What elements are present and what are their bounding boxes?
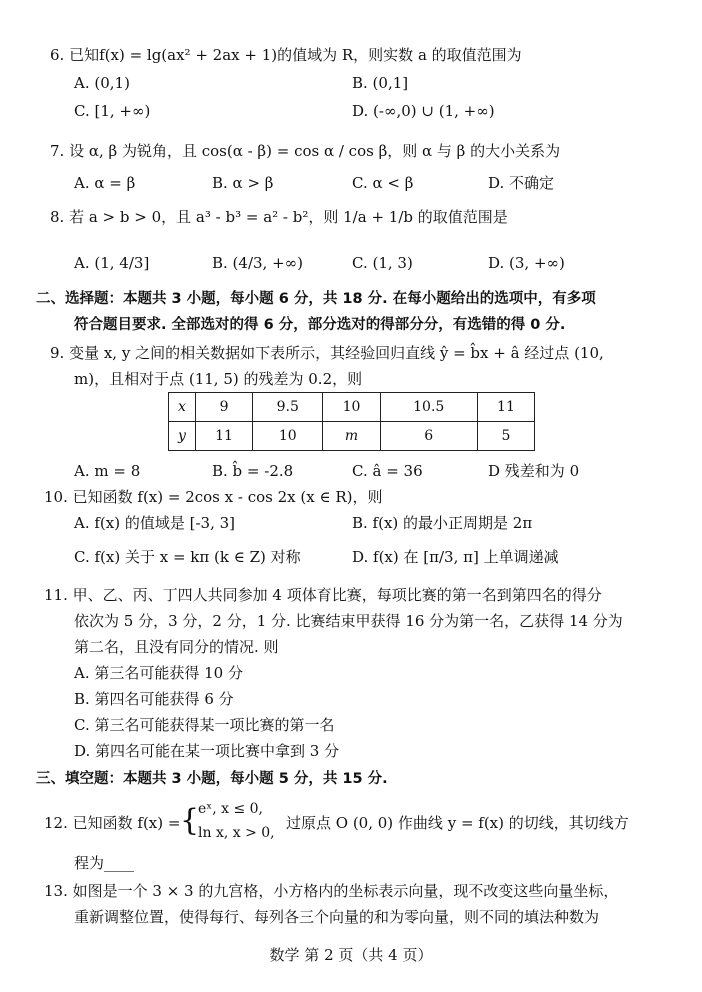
q10-option-d: D. f(x) 在 [π/3, π] 上单调递减 (352, 548, 559, 566)
q9-option-c: C. â = 36 (352, 462, 423, 480)
section2-instructions: 符合题目要求. 全部选对的得 6 分，部分选对的得部分分，有选错的得 0 分. (74, 317, 566, 333)
q8-option-d: D. (3, +∞) (488, 254, 565, 272)
q10-option-c: C. f(x) 关于 x = kπ (k ∈ Z) 对称 (74, 548, 301, 566)
table-cell: 11 (196, 422, 253, 451)
q12-stem-line2: 程为____ (74, 854, 135, 872)
table-cell: 6 (380, 422, 477, 451)
q6-option-b: B. (0,1] (352, 74, 409, 92)
table-cell: 9.5 (253, 393, 323, 422)
q10-option-b: B. f(x) 的最小正周期是 2π (352, 514, 533, 532)
q9-stem-line1: 9. 变量 x, y 之间的相关数据如下表所示，其经验回归直线 ŷ = b̂x + â 经过点 (10, (50, 344, 604, 362)
q8-option-c: C. (1, 3) (352, 254, 413, 272)
section3-heading: 三、填空题：本题共 3 小题，每小题 5 分，共 15 分. (36, 771, 388, 787)
q9-option-b: B. b̂ = -2.8 (212, 462, 294, 480)
q11-stem-line1: 11. 甲、乙、丙、丁四人共同参加 4 项体育比赛，每项比赛的第一名到第四名的得分 (44, 586, 602, 604)
table-cell: m (323, 422, 380, 451)
table-cell: 5 (477, 422, 534, 451)
table-cell: 10 (253, 422, 323, 451)
table-cell: 10 (323, 393, 380, 422)
table-cell: x (169, 393, 196, 422)
q7-option-a: A. α = β (74, 174, 136, 192)
q6-option-a: A. (0,1) (74, 74, 130, 92)
q11-option-c: C. 第三名可能获得某一项比赛的第一名 (74, 716, 335, 734)
q13-stem-line2: 重新调整位置，使得每行、每列各三个向量的和为零向量，则不同的填法种数为 (74, 908, 600, 926)
q11-option-d: D. 第四名可能在某一项比赛中拿到 3 分 (74, 742, 340, 760)
q8-option-b: B. (4/3, +∞) (212, 254, 304, 272)
q11-option-a: A. 第三名可能获得 10 分 (74, 664, 243, 682)
table-cell: 9 (196, 393, 253, 422)
q9-option-a: A. m = 8 (74, 462, 141, 480)
table-row (169, 422, 535, 451)
q13-stem-line1: 13. 如图是一个 3 × 3 的九宫格，小方格内的坐标表示向量，现不改变这些向量坐标， (44, 882, 619, 900)
q12-case2: ln x, x > 0, (198, 825, 275, 841)
q12-left-brace: { (180, 803, 200, 838)
q10-stem: 10. 已知函数 f(x) = 2cos x - cos 2x (x ∈ R)，则 (44, 488, 383, 506)
q8-stem: 8. 若 a > b > 0，且 a³ - b³ = a² - b²，则 1/a + 1/b 的取值范围是 (50, 208, 508, 226)
q7-option-b: B. α > β (212, 174, 274, 192)
q11-stem-line2: 依次为 5 分，3 分，2 分，1 分. 比赛结束甲获得 16 分为第一名，乙获得 14 分为 (74, 612, 623, 630)
q6-option-d: D. (-∞,0) ∪ (1, +∞) (352, 102, 495, 120)
table-cell: 11 (477, 393, 534, 422)
table-row (169, 393, 535, 422)
q6-option-c: C. [1, +∞) (74, 102, 151, 120)
q10-option-a: A. f(x) 的值域是 [-3, 3] (74, 514, 236, 532)
table-cell: 10.5 (380, 393, 477, 422)
q8-option-a: A. (1, 4/3] (74, 254, 150, 272)
q9-option-d: D 残差和为 0 (488, 462, 580, 480)
q7-stem: 7. 设 α, β 为锐角，且 cos(α - β) = cos α / cos β，则 α 与 β 的大小关系为 (50, 142, 561, 160)
table-cell: y (169, 422, 196, 451)
q12-suffix: 过原点 O (0, 0) 作曲线 y = f(x) 的切线，其切线方 (286, 814, 629, 832)
page-footer: 数学 第 2 页（共 4 页） (269, 946, 433, 964)
q9-stem-line2: m)，且相对于点 (11, 5) 的残差为 0.2，则 (74, 370, 363, 388)
q7-option-c: C. α < β (352, 174, 414, 192)
q9-data-table (168, 392, 535, 451)
section2-heading: 二、选择题：本题共 3 小题，每小题 6 分，共 18 分. 在每小题给出的选项中，有多项 (36, 291, 596, 307)
q7-option-d: D. 不确定 (488, 174, 555, 192)
q6-stem: 6. 已知f(x) = lg(ax² + 2ax + 1)的值域为 R，则实数 a 的取值范围为 (50, 46, 522, 64)
q12-case1: eˣ, x ≤ 0, (198, 801, 264, 817)
q11-stem-line3: 第二名，且没有同分的情况. 则 (74, 638, 279, 656)
q12-prefix: 12. 已知函数 f(x) = (44, 814, 181, 832)
q11-option-b: B. 第四名可能获得 6 分 (74, 690, 234, 708)
